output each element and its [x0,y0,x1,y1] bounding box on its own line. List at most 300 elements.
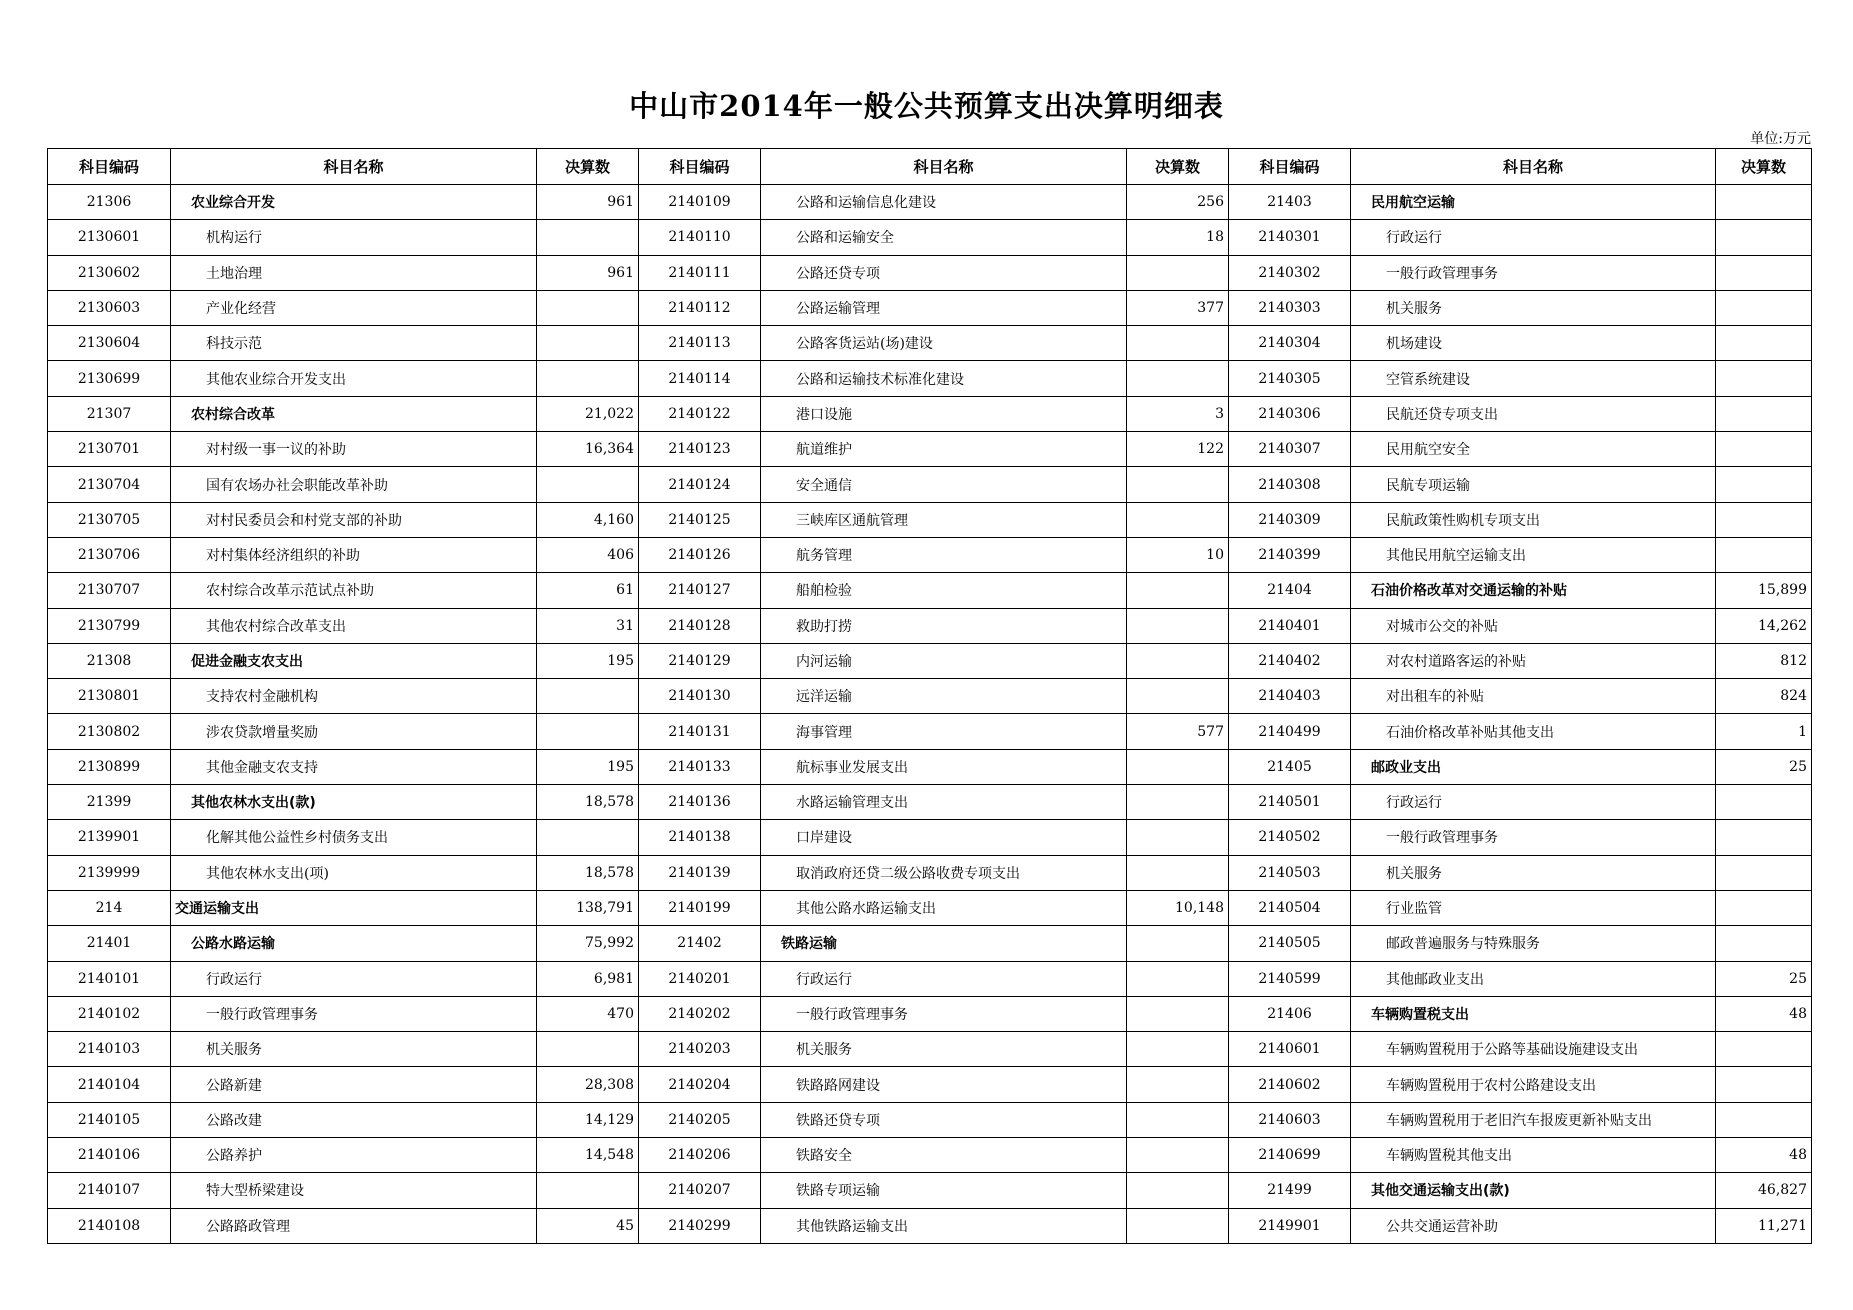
subject-name: 口岸建设 [761,820,1127,855]
subject-name: 其他农村综合改革支出 [171,608,537,643]
final-amount: 16,364 [537,432,639,467]
final-amount: 18,578 [537,855,639,890]
table-body [48,185,1812,1244]
table-row [48,855,1812,890]
subject-name: 对城市公交的补贴 [1351,608,1716,643]
subject-code: 21499 [1229,1173,1351,1208]
subject-name: 土地治理 [171,255,537,290]
subject-code: 2140128 [639,608,761,643]
final-amount [537,220,639,255]
subject-code: 2140133 [639,749,761,784]
subject-name: 交通运输支出 [171,890,537,925]
subject-name: 农业综合开发 [171,185,537,220]
final-amount: 6,981 [537,961,639,996]
final-amount: 195 [537,749,639,784]
final-amount [1716,290,1812,325]
subject-name: 化解其他公益性乡村债务支出 [171,820,537,855]
table-row [48,432,1812,467]
subject-code: 21406 [1229,996,1351,1031]
subject-name: 特大型桥梁建设 [171,1173,537,1208]
final-amount: 61 [537,573,639,608]
subject-code: 2130707 [48,573,171,608]
subject-name: 其他农业综合开发支出 [171,361,537,396]
final-amount: 1 [1716,714,1812,749]
final-amount: 46,827 [1716,1173,1812,1208]
subject-code: 2140301 [1229,220,1351,255]
final-amount [1127,926,1229,961]
subject-code: 2130801 [48,679,171,714]
table-row [48,785,1812,820]
subject-code: 2130604 [48,326,171,361]
subject-code: 21307 [48,396,171,431]
subject-code: 2140106 [48,1138,171,1173]
final-amount: 48 [1716,996,1812,1031]
subject-name: 民航政策性购机专项支出 [1351,502,1716,537]
subject-name: 船舶检验 [761,573,1127,608]
final-amount [537,467,639,502]
final-amount: 377 [1127,290,1229,325]
subject-code: 2140499 [1229,714,1351,749]
subject-name: 公路改建 [171,1102,537,1137]
table-row [48,926,1812,961]
subject-code: 2140112 [639,290,761,325]
subject-name: 机关服务 [761,1032,1127,1067]
subject-code: 2140139 [639,855,761,890]
subject-code: 2140601 [1229,1032,1351,1067]
header-name: 科目名称 [761,149,1127,185]
subject-name: 海事管理 [761,714,1127,749]
final-amount [1716,537,1812,572]
table-row [48,643,1812,678]
subject-code: 21401 [48,926,171,961]
final-amount: 195 [537,643,639,678]
subject-name: 机关服务 [171,1032,537,1067]
subject-code: 2140699 [1229,1138,1351,1173]
final-amount: 48 [1716,1138,1812,1173]
subject-name: 农村综合改革 [171,396,537,431]
subject-code: 2140122 [639,396,761,431]
table-row [48,502,1812,537]
subject-code: 2140599 [1229,961,1351,996]
subject-name: 科技示范 [171,326,537,361]
subject-code: 2140126 [639,537,761,572]
subject-code: 21306 [48,185,171,220]
subject-name: 其他公路水路运输支出 [761,890,1127,925]
final-amount [1716,467,1812,502]
subject-name: 涉农贷款增量奖励 [171,714,537,749]
final-amount [1716,890,1812,925]
subject-name: 行政运行 [1351,220,1716,255]
subject-code: 2140203 [639,1032,761,1067]
subject-name: 一般行政管理事务 [761,996,1127,1031]
budget-table [47,148,1812,1244]
table-row [48,961,1812,996]
subject-name: 机场建设 [1351,326,1716,361]
subject-code: 2140303 [1229,290,1351,325]
subject-name: 公路养护 [171,1138,537,1173]
final-amount [1127,1102,1229,1137]
subject-code: 2140101 [48,961,171,996]
subject-code: 2139999 [48,855,171,890]
subject-name: 公共交通运营补助 [1351,1208,1716,1243]
table-row [48,537,1812,572]
final-amount: 812 [1716,643,1812,678]
final-amount [1127,643,1229,678]
subject-code: 2140205 [639,1102,761,1137]
subject-name: 对村级一事一议的补助 [171,432,537,467]
final-amount: 138,791 [537,890,639,925]
subject-code: 2130704 [48,467,171,502]
subject-name: 铁路运输 [761,926,1127,961]
subject-name: 邮政业支出 [1351,749,1716,784]
subject-name: 其他交通运输支出(款) [1351,1173,1716,1208]
subject-code: 2140103 [48,1032,171,1067]
subject-code: 2140304 [1229,326,1351,361]
subject-code: 21404 [1229,573,1351,608]
subject-name: 公路路政管理 [171,1208,537,1243]
subject-name: 民用航空运输 [1351,185,1716,220]
final-amount [1127,855,1229,890]
final-amount [1127,679,1229,714]
subject-code: 2140123 [639,432,761,467]
subject-name: 其他农林水支出(项) [171,855,537,890]
subject-code: 2130603 [48,290,171,325]
subject-name: 车辆购置税用于公路等基础设施建设支出 [1351,1032,1716,1067]
final-amount [1127,1208,1229,1243]
table-row [48,1208,1812,1243]
subject-name: 公路和运输技术标准化建设 [761,361,1127,396]
subject-code: 21405 [1229,749,1351,784]
final-amount [1716,1102,1812,1137]
subject-code: 2130705 [48,502,171,537]
subject-code: 2140199 [639,890,761,925]
subject-code: 2140207 [639,1173,761,1208]
subject-code: 2140105 [48,1102,171,1137]
subject-name: 产业化经营 [171,290,537,325]
subject-code: 2140202 [639,996,761,1031]
subject-name: 行政运行 [761,961,1127,996]
final-amount [1716,785,1812,820]
subject-code: 2140504 [1229,890,1351,925]
subject-name: 其他邮政业支出 [1351,961,1716,996]
final-amount: 28,308 [537,1067,639,1102]
subject-name: 航标事业发展支出 [761,749,1127,784]
final-amount [1127,326,1229,361]
table-row [48,749,1812,784]
header-amount: 决算数 [537,149,639,185]
subject-name: 对出租车的补贴 [1351,679,1716,714]
final-amount: 31 [537,608,639,643]
subject-name: 车辆购置税用于农村公路建设支出 [1351,1067,1716,1102]
subject-code: 2140109 [639,185,761,220]
subject-name: 其他铁路运输支出 [761,1208,1127,1243]
final-amount: 45 [537,1208,639,1243]
subject-name: 公路和运输安全 [761,220,1127,255]
final-amount [1716,855,1812,890]
final-amount: 3 [1127,396,1229,431]
final-amount: 10,148 [1127,890,1229,925]
subject-code: 2140124 [639,467,761,502]
final-amount [1716,255,1812,290]
subject-name: 空管系统建设 [1351,361,1716,396]
subject-name: 救助打捞 [761,608,1127,643]
final-amount [1127,608,1229,643]
final-amount [1716,326,1812,361]
table-row [48,1102,1812,1137]
final-amount [1716,361,1812,396]
final-amount [537,290,639,325]
subject-code: 2140113 [639,326,761,361]
final-amount [1127,467,1229,502]
table-row [48,573,1812,608]
subject-code: 2130701 [48,432,171,467]
final-amount [1127,996,1229,1031]
table-row [48,361,1812,396]
table-row [48,290,1812,325]
final-amount [537,326,639,361]
subject-code: 2140104 [48,1067,171,1102]
subject-name: 民航还贷专项支出 [1351,396,1716,431]
final-amount: 14,548 [537,1138,639,1173]
subject-code: 21308 [48,643,171,678]
subject-code: 2140114 [639,361,761,396]
final-amount: 18 [1127,220,1229,255]
subject-code: 2140403 [1229,679,1351,714]
subject-code: 2140603 [1229,1102,1351,1137]
subject-name: 民用航空安全 [1351,432,1716,467]
subject-name: 支持农村金融机构 [171,679,537,714]
subject-name: 行政运行 [171,961,537,996]
final-amount [1716,820,1812,855]
subject-name: 农村综合改革示范试点补助 [171,573,537,608]
subject-code: 2140401 [1229,608,1351,643]
subject-name: 公路运输管理 [761,290,1127,325]
subject-name: 三峡库区通航管理 [761,502,1127,537]
subject-code: 2140108 [48,1208,171,1243]
table-row [48,679,1812,714]
subject-code: 2140201 [639,961,761,996]
subject-code: 2140131 [639,714,761,749]
final-amount [537,1032,639,1067]
subject-name: 铁路安全 [761,1138,1127,1173]
subject-code: 214 [48,890,171,925]
subject-name: 其他农林水支出(款) [171,785,537,820]
table-row [48,1138,1812,1173]
final-amount [1716,220,1812,255]
subject-code: 2140111 [639,255,761,290]
subject-code: 2140136 [639,785,761,820]
subject-code: 2140127 [639,573,761,608]
subject-code: 2140129 [639,643,761,678]
table-row [48,220,1812,255]
subject-name: 石油价格改革补贴其他支出 [1351,714,1716,749]
header-code: 科目编码 [1229,149,1351,185]
table-row [48,185,1812,220]
final-amount: 14,262 [1716,608,1812,643]
subject-name: 其他金融支农支持 [171,749,537,784]
final-amount: 122 [1127,432,1229,467]
table-row [48,326,1812,361]
subject-code: 2130899 [48,749,171,784]
subject-name: 铁路专项运输 [761,1173,1127,1208]
header-amount: 决算数 [1127,149,1229,185]
final-amount [537,714,639,749]
subject-code: 2140502 [1229,820,1351,855]
subject-code: 2130602 [48,255,171,290]
subject-name: 对村集体经济组织的补助 [171,537,537,572]
subject-name: 对村民委员会和村党支部的补助 [171,502,537,537]
subject-code: 2130601 [48,220,171,255]
unit-label: 单位:万元 [1750,131,1811,147]
subject-code: 2130799 [48,608,171,643]
subject-code: 2140306 [1229,396,1351,431]
subject-name: 安全通信 [761,467,1127,502]
subject-code: 21399 [48,785,171,820]
header-amount: 决算数 [1716,149,1812,185]
subject-name: 铁路路网建设 [761,1067,1127,1102]
final-amount: 10 [1127,537,1229,572]
subject-code: 2140501 [1229,785,1351,820]
final-amount: 577 [1127,714,1229,749]
subject-code: 2140505 [1229,926,1351,961]
subject-name: 车辆购置税用于老旧汽车报废更新补贴支出 [1351,1102,1716,1137]
subject-code: 2139901 [48,820,171,855]
final-amount [1127,749,1229,784]
final-amount: 11,271 [1716,1208,1812,1243]
subject-name: 一般行政管理事务 [1351,820,1716,855]
table-row [48,1173,1812,1208]
final-amount: 961 [537,185,639,220]
final-amount: 14,129 [537,1102,639,1137]
final-amount: 406 [537,537,639,572]
final-amount [537,361,639,396]
page-title: 中山市2014年一般公共预算支出决算明细表 [629,89,1224,123]
final-amount: 18,578 [537,785,639,820]
subject-name: 促进金融支农支出 [171,643,537,678]
subject-name: 机关服务 [1351,855,1716,890]
subject-name: 车辆购置税支出 [1351,996,1716,1031]
subject-name: 取消政府还贷二级公路收费专项支出 [761,855,1127,890]
subject-name: 航道维护 [761,432,1127,467]
final-amount [1127,785,1229,820]
subject-name: 远洋运输 [761,679,1127,714]
final-amount: 25 [1716,961,1812,996]
subject-name: 水路运输管理支出 [761,785,1127,820]
subject-code: 2140138 [639,820,761,855]
subject-name: 铁路还贷专项 [761,1102,1127,1137]
final-amount: 21,022 [537,396,639,431]
subject-code: 2140130 [639,679,761,714]
table-row [48,1067,1812,1102]
subject-name: 公路水路运输 [171,926,537,961]
subject-name: 公路和运输信息化建设 [761,185,1127,220]
final-amount [1127,961,1229,996]
subject-name: 车辆购置税其他支出 [1351,1138,1716,1173]
subject-name: 石油价格改革对交通运输的补贴 [1351,573,1716,608]
table-row [48,608,1812,643]
final-amount: 15,899 [1716,573,1812,608]
subject-code: 2140107 [48,1173,171,1208]
header-code: 科目编码 [48,149,171,185]
subject-code: 2140503 [1229,855,1351,890]
table-row [48,890,1812,925]
subject-name: 其他民用航空运输支出 [1351,537,1716,572]
table-row [48,467,1812,502]
subject-code: 2149901 [1229,1208,1351,1243]
subject-name: 一般行政管理事务 [171,996,537,1031]
final-amount [1716,1032,1812,1067]
subject-code: 2140125 [639,502,761,537]
subject-name: 航务管理 [761,537,1127,572]
table-row [48,1032,1812,1067]
table-row [48,820,1812,855]
subject-code: 2140307 [1229,432,1351,467]
final-amount [1127,573,1229,608]
final-amount [1127,361,1229,396]
subject-name: 对农村道路客运的补贴 [1351,643,1716,678]
table-header-row [48,149,1812,185]
subject-code: 2140309 [1229,502,1351,537]
subject-name: 邮政普遍服务与特殊服务 [1351,926,1716,961]
header-name: 科目名称 [1351,149,1716,185]
final-amount: 25 [1716,749,1812,784]
subject-code: 2140110 [639,220,761,255]
final-amount [1716,396,1812,431]
final-amount: 824 [1716,679,1812,714]
final-amount [1716,432,1812,467]
subject-code: 2130706 [48,537,171,572]
subject-code: 2140399 [1229,537,1351,572]
subject-name: 机关服务 [1351,290,1716,325]
final-amount [1716,185,1812,220]
subject-code: 2130802 [48,714,171,749]
subject-name: 港口设施 [761,396,1127,431]
final-amount [1127,502,1229,537]
final-amount: 961 [537,255,639,290]
final-amount [1127,1138,1229,1173]
subject-name: 国有农场办社会职能改革补助 [171,467,537,502]
subject-code: 2140305 [1229,361,1351,396]
table-row [48,714,1812,749]
final-amount [1716,502,1812,537]
subject-name: 公路还贷专项 [761,255,1127,290]
subject-name: 民航专项运输 [1351,467,1716,502]
table-row [48,996,1812,1031]
subject-code: 2140299 [639,1208,761,1243]
final-amount: 256 [1127,185,1229,220]
subject-name: 行政运行 [1351,785,1716,820]
header-name: 科目名称 [171,149,537,185]
subject-name: 公路客货运站(场)建设 [761,326,1127,361]
subject-name: 机构运行 [171,220,537,255]
final-amount [1127,820,1229,855]
subject-code: 2140602 [1229,1067,1351,1102]
final-amount [537,1173,639,1208]
subject-code: 21402 [639,926,761,961]
subject-name: 内河运输 [761,643,1127,678]
final-amount [1716,926,1812,961]
final-amount: 470 [537,996,639,1031]
subject-code: 21403 [1229,185,1351,220]
final-amount [1127,1173,1229,1208]
subject-code: 2140402 [1229,643,1351,678]
final-amount [1127,1032,1229,1067]
subject-code: 2130699 [48,361,171,396]
header-code: 科目编码 [639,149,761,185]
final-amount [537,679,639,714]
subject-code: 2140204 [639,1067,761,1102]
table-row [48,255,1812,290]
